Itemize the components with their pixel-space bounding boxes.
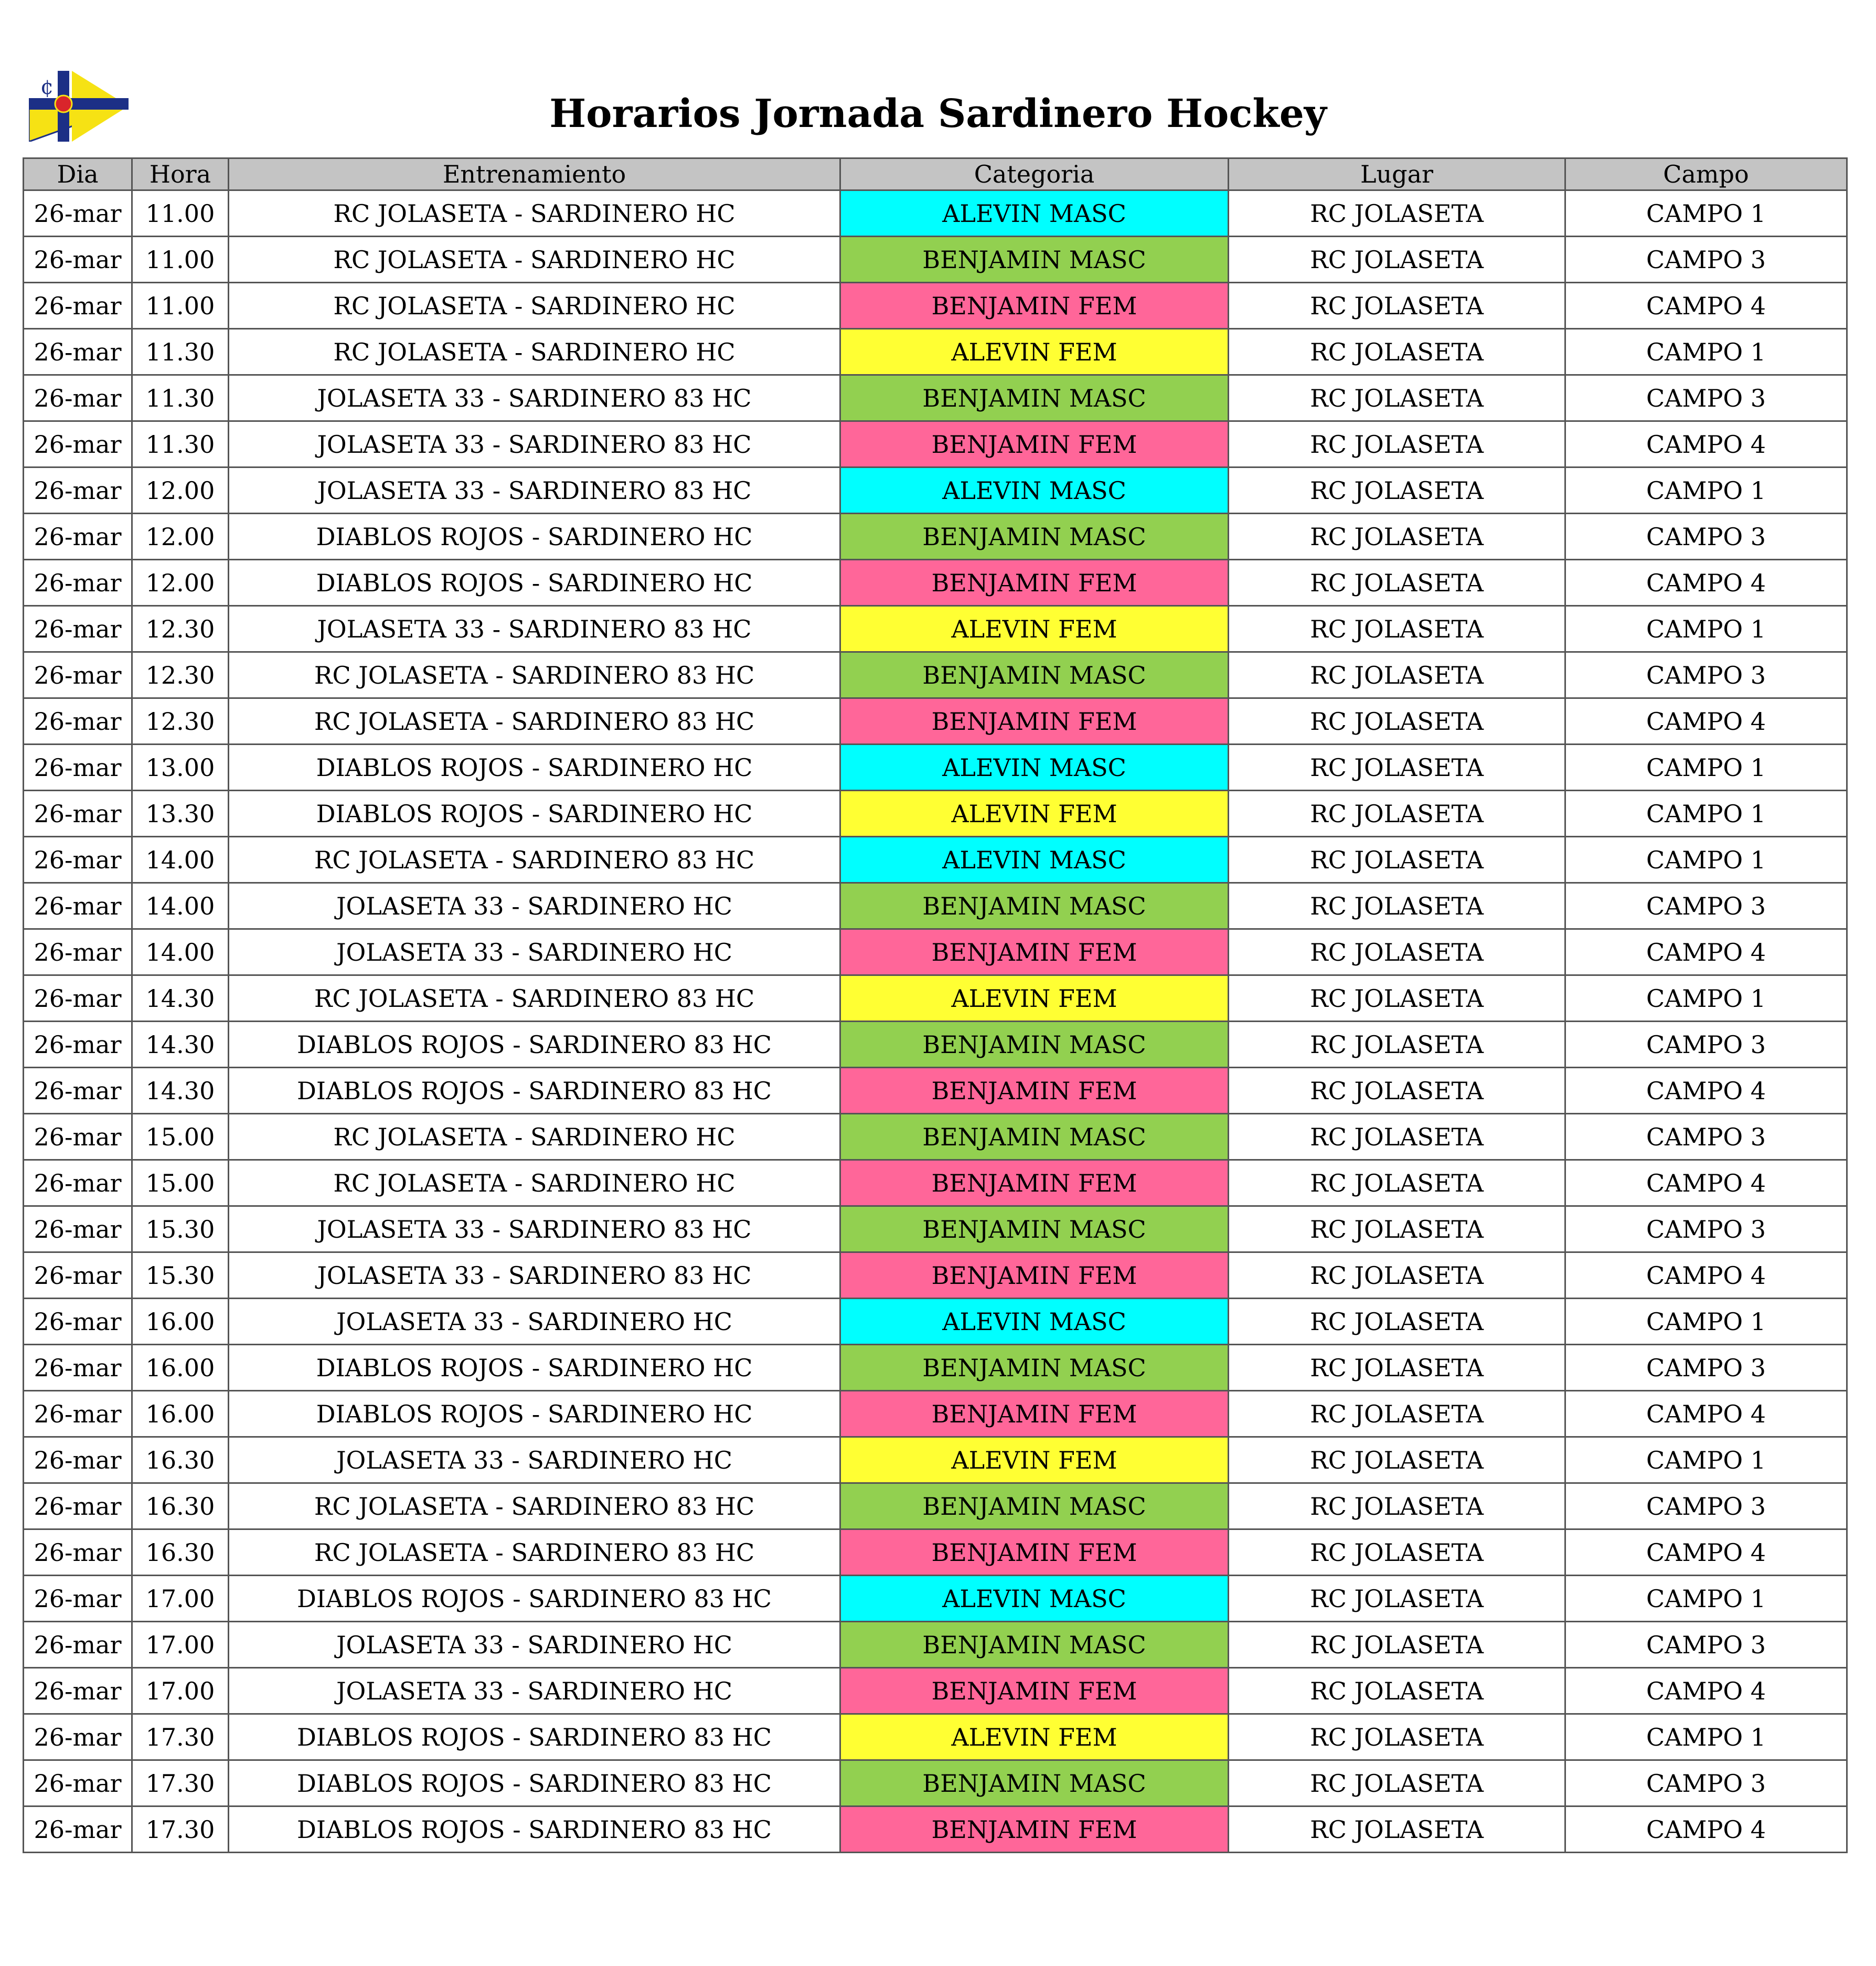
table-row <box>24 1345 1847 1391</box>
cell-campo: CAMPO 4 <box>1565 1391 1847 1437</box>
table-row <box>24 1668 1847 1714</box>
table-row <box>24 1760 1847 1806</box>
cell-hora: 16.00 <box>132 1345 229 1391</box>
cell-campo: CAMPO 4 <box>1565 1068 1847 1114</box>
cell-entrenamiento: RC JOLASETA - SARDINERO HC <box>229 1160 840 1206</box>
cell-hora: 15.30 <box>132 1206 229 1252</box>
cell-campo: CAMPO 1 <box>1565 1299 1847 1345</box>
table-row <box>24 1806 1847 1853</box>
header-campo: Campo <box>1565 158 1847 190</box>
cell-dia: 26-mar <box>24 1806 132 1853</box>
schedule-body <box>24 190 1847 1853</box>
cell-categoria: BENJAMIN FEM <box>840 1068 1229 1114</box>
cell-categoria: BENJAMIN MASC <box>840 1206 1229 1252</box>
cell-entrenamiento: JOLASETA 33 - SARDINERO HC <box>229 1622 840 1668</box>
cell-entrenamiento: DIABLOS ROJOS - SARDINERO HC <box>229 1391 840 1437</box>
cell-hora: 16.30 <box>132 1529 229 1576</box>
table-row <box>24 1160 1847 1206</box>
cell-categoria: BENJAMIN MASC <box>840 514 1229 560</box>
cell-lugar: RC JOLASETA <box>1229 283 1565 329</box>
cell-campo: CAMPO 3 <box>1565 514 1847 560</box>
cell-dia: 26-mar <box>24 190 132 237</box>
cell-campo: CAMPO 4 <box>1565 1252 1847 1299</box>
cell-campo: CAMPO 4 <box>1565 283 1847 329</box>
cell-lugar: RC JOLASETA <box>1229 1114 1565 1160</box>
schedule-table <box>23 157 1848 1853</box>
cell-categoria: BENJAMIN FEM <box>840 1252 1229 1299</box>
cell-categoria: BENJAMIN MASC <box>840 375 1229 421</box>
cell-entrenamiento: DIABLOS ROJOS - SARDINERO 83 HC <box>229 1068 840 1114</box>
cell-lugar: RC JOLASETA <box>1229 606 1565 652</box>
cell-lugar: RC JOLASETA <box>1229 1252 1565 1299</box>
cell-lugar: RC JOLASETA <box>1229 883 1565 929</box>
cell-lugar: RC JOLASETA <box>1229 1483 1565 1529</box>
cell-categoria: BENJAMIN FEM <box>840 698 1229 745</box>
cell-lugar: RC JOLASETA <box>1229 1437 1565 1483</box>
cell-dia: 26-mar <box>24 883 132 929</box>
cell-categoria: BENJAMIN FEM <box>840 929 1229 975</box>
cell-categoria: BENJAMIN MASC <box>840 1622 1229 1668</box>
cell-hora: 12.30 <box>132 606 229 652</box>
cell-lugar: RC JOLASETA <box>1229 1345 1565 1391</box>
cell-categoria: BENJAMIN FEM <box>840 1160 1229 1206</box>
cell-dia: 26-mar <box>24 1206 132 1252</box>
cell-categoria: BENJAMIN FEM <box>840 1668 1229 1714</box>
cell-hora: 12.00 <box>132 560 229 606</box>
header-hora: Hora <box>132 158 229 190</box>
cell-campo: CAMPO 3 <box>1565 1022 1847 1068</box>
cell-hora: 15.00 <box>132 1160 229 1206</box>
cell-dia: 26-mar <box>24 1391 132 1437</box>
cell-dia: 26-mar <box>24 1114 132 1160</box>
cell-campo: CAMPO 1 <box>1565 791 1847 837</box>
cell-lugar: RC JOLASETA <box>1229 745 1565 791</box>
cell-categoria: BENJAMIN FEM <box>840 560 1229 606</box>
cell-dia: 26-mar <box>24 929 132 975</box>
cell-entrenamiento: DIABLOS ROJOS - SARDINERO HC <box>229 1345 840 1391</box>
cell-hora: 16.30 <box>132 1483 229 1529</box>
cell-categoria: ALEVIN FEM <box>840 1714 1229 1760</box>
cell-entrenamiento: DIABLOS ROJOS - SARDINERO HC <box>229 791 840 837</box>
table-row <box>24 467 1847 514</box>
table-row <box>24 606 1847 652</box>
cell-entrenamiento: JOLASETA 33 - SARDINERO 83 HC <box>229 1206 840 1252</box>
table-row <box>24 1483 1847 1529</box>
cell-lugar: RC JOLASETA <box>1229 1529 1565 1576</box>
cell-campo: CAMPO 4 <box>1565 1160 1847 1206</box>
cell-campo: CAMPO 3 <box>1565 237 1847 283</box>
cell-hora: 11.00 <box>132 237 229 283</box>
table-row <box>24 1391 1847 1437</box>
cell-hora: 16.30 <box>132 1437 229 1483</box>
cell-campo: CAMPO 3 <box>1565 1206 1847 1252</box>
cell-entrenamiento: RC JOLASETA - SARDINERO HC <box>229 237 840 283</box>
header-entrenamiento: Entrenamiento <box>229 158 840 190</box>
cell-hora: 11.00 <box>132 283 229 329</box>
cell-dia: 26-mar <box>24 560 132 606</box>
cell-hora: 14.30 <box>132 1068 229 1114</box>
cell-hora: 12.30 <box>132 698 229 745</box>
cell-dia: 26-mar <box>24 698 132 745</box>
cell-campo: CAMPO 1 <box>1565 329 1847 375</box>
table-row <box>24 652 1847 698</box>
cell-dia: 26-mar <box>24 1068 132 1114</box>
cell-dia: 26-mar <box>24 837 132 883</box>
cell-hora: 15.00 <box>132 1114 229 1160</box>
table-row <box>24 1529 1847 1576</box>
cell-categoria: ALEVIN FEM <box>840 1437 1229 1483</box>
cell-campo: CAMPO 4 <box>1565 1529 1847 1576</box>
cell-campo: CAMPO 3 <box>1565 1345 1847 1391</box>
cell-entrenamiento: JOLASETA 33 - SARDINERO HC <box>229 1437 840 1483</box>
cell-dia: 26-mar <box>24 375 132 421</box>
cell-categoria: BENJAMIN FEM <box>840 1806 1229 1853</box>
cell-entrenamiento: RC JOLASETA - SARDINERO 83 HC <box>229 652 840 698</box>
header-categoria: Categoria <box>840 158 1229 190</box>
cell-campo: CAMPO 1 <box>1565 606 1847 652</box>
cell-hora: 14.00 <box>132 883 229 929</box>
cell-entrenamiento: RC JOLASETA - SARDINERO 83 HC <box>229 698 840 745</box>
cell-dia: 26-mar <box>24 1299 132 1345</box>
table-row <box>24 1714 1847 1760</box>
page-title: Horarios Jornada Sardinero Hockey <box>549 91 1327 136</box>
table-row <box>24 883 1847 929</box>
cell-campo: CAMPO 1 <box>1565 975 1847 1022</box>
cell-dia: 26-mar <box>24 1760 132 1806</box>
cell-lugar: RC JOLASETA <box>1229 1206 1565 1252</box>
cell-campo: CAMPO 3 <box>1565 1483 1847 1529</box>
cell-dia: 26-mar <box>24 237 132 283</box>
cell-categoria: BENJAMIN FEM <box>840 1529 1229 1576</box>
table-row <box>24 1206 1847 1252</box>
cell-entrenamiento: JOLASETA 33 - SARDINERO HC <box>229 929 840 975</box>
cell-lugar: RC JOLASETA <box>1229 421 1565 467</box>
cell-hora: 17.30 <box>132 1806 229 1853</box>
cell-campo: CAMPO 3 <box>1565 1622 1847 1668</box>
cell-lugar: RC JOLASETA <box>1229 1068 1565 1114</box>
cell-lugar: RC JOLASETA <box>1229 514 1565 560</box>
cell-categoria: BENJAMIN MASC <box>840 1114 1229 1160</box>
cell-categoria: ALEVIN FEM <box>840 606 1229 652</box>
cell-entrenamiento: DIABLOS ROJOS - SARDINERO 83 HC <box>229 1760 840 1806</box>
cell-lugar: RC JOLASETA <box>1229 837 1565 883</box>
table-row <box>24 1576 1847 1622</box>
cell-hora: 12.00 <box>132 514 229 560</box>
cell-entrenamiento: JOLASETA 33 - SARDINERO 83 HC <box>229 421 840 467</box>
cell-campo: CAMPO 1 <box>1565 190 1847 237</box>
cell-lugar: RC JOLASETA <box>1229 329 1565 375</box>
table-row <box>24 283 1847 329</box>
cell-hora: 17.00 <box>132 1622 229 1668</box>
cell-categoria: BENJAMIN MASC <box>840 1345 1229 1391</box>
cell-hora: 11.30 <box>132 375 229 421</box>
cell-categoria: BENJAMIN MASC <box>840 237 1229 283</box>
cell-dia: 26-mar <box>24 421 132 467</box>
table-row <box>24 329 1847 375</box>
cell-categoria: BENJAMIN MASC <box>840 1760 1229 1806</box>
cell-lugar: RC JOLASETA <box>1229 1576 1565 1622</box>
cell-hora: 17.30 <box>132 1760 229 1806</box>
table-row <box>24 837 1847 883</box>
cell-entrenamiento: RC JOLASETA - SARDINERO 83 HC <box>229 975 840 1022</box>
cell-dia: 26-mar <box>24 1529 132 1576</box>
cell-entrenamiento: JOLASETA 33 - SARDINERO 83 HC <box>229 606 840 652</box>
cell-categoria: ALEVIN MASC <box>840 190 1229 237</box>
cell-categoria: ALEVIN FEM <box>840 975 1229 1022</box>
cell-hora: 17.00 <box>132 1668 229 1714</box>
cell-dia: 26-mar <box>24 1252 132 1299</box>
cell-lugar: RC JOLASETA <box>1229 1714 1565 1760</box>
cell-campo: CAMPO 3 <box>1565 1114 1847 1160</box>
cell-lugar: RC JOLASETA <box>1229 1299 1565 1345</box>
cell-entrenamiento: DIABLOS ROJOS - SARDINERO 83 HC <box>229 1806 840 1853</box>
table-row <box>24 929 1847 975</box>
cell-hora: 14.30 <box>132 975 229 1022</box>
cell-entrenamiento: DIABLOS ROJOS - SARDINERO 83 HC <box>229 1576 840 1622</box>
cell-entrenamiento: DIABLOS ROJOS - SARDINERO 83 HC <box>229 1022 840 1068</box>
cell-dia: 26-mar <box>24 1437 132 1483</box>
header-dia: Dia <box>24 158 132 190</box>
cell-campo: CAMPO 3 <box>1565 1760 1847 1806</box>
cell-dia: 26-mar <box>24 652 132 698</box>
cell-dia: 26-mar <box>24 1576 132 1622</box>
cell-dia: 26-mar <box>24 1622 132 1668</box>
table-row <box>24 975 1847 1022</box>
table-row <box>24 237 1847 283</box>
cell-categoria: BENJAMIN MASC <box>840 1022 1229 1068</box>
cell-hora: 17.30 <box>132 1714 229 1760</box>
cell-hora: 11.30 <box>132 421 229 467</box>
cell-campo: CAMPO 4 <box>1565 698 1847 745</box>
cell-lugar: RC JOLASETA <box>1229 1160 1565 1206</box>
cell-entrenamiento: RC JOLASETA - SARDINERO 83 HC <box>229 1529 840 1576</box>
cell-dia: 26-mar <box>24 745 132 791</box>
cell-campo: CAMPO 1 <box>1565 1714 1847 1760</box>
table-row <box>24 698 1847 745</box>
cell-entrenamiento: RC JOLASETA - SARDINERO HC <box>229 190 840 237</box>
table-row <box>24 560 1847 606</box>
table-row <box>24 1068 1847 1114</box>
cell-campo: CAMPO 1 <box>1565 1576 1847 1622</box>
cell-dia: 26-mar <box>24 283 132 329</box>
table-row <box>24 1022 1847 1068</box>
cell-categoria: ALEVIN MASC <box>840 837 1229 883</box>
cell-campo: CAMPO 4 <box>1565 421 1847 467</box>
cell-categoria: ALEVIN MASC <box>840 745 1229 791</box>
svg-text:¢: ¢ <box>40 75 54 99</box>
cell-lugar: RC JOLASETA <box>1229 190 1565 237</box>
cell-entrenamiento: RC JOLASETA - SARDINERO 83 HC <box>229 837 840 883</box>
table-row <box>24 190 1847 237</box>
cell-entrenamiento: DIABLOS ROJOS - SARDINERO HC <box>229 514 840 560</box>
cell-lugar: RC JOLASETA <box>1229 1760 1565 1806</box>
cell-lugar: RC JOLASETA <box>1229 560 1565 606</box>
header-lugar: Lugar <box>1229 158 1565 190</box>
cell-hora: 16.00 <box>132 1299 229 1345</box>
cell-entrenamiento: JOLASETA 33 - SARDINERO 83 HC <box>229 467 840 514</box>
cell-lugar: RC JOLASETA <box>1229 698 1565 745</box>
cell-entrenamiento: JOLASETA 33 - SARDINERO 83 HC <box>229 1252 840 1299</box>
table-row <box>24 1252 1847 1299</box>
cell-lugar: RC JOLASETA <box>1229 467 1565 514</box>
cell-entrenamiento: DIABLOS ROJOS - SARDINERO HC <box>229 560 840 606</box>
cell-dia: 26-mar <box>24 1022 132 1068</box>
cell-campo: CAMPO 3 <box>1565 652 1847 698</box>
table-row <box>24 514 1847 560</box>
cell-lugar: RC JOLASETA <box>1229 375 1565 421</box>
cell-categoria: ALEVIN MASC <box>840 1576 1229 1622</box>
cell-dia: 26-mar <box>24 514 132 560</box>
cell-lugar: RC JOLASETA <box>1229 1806 1565 1853</box>
cell-categoria: ALEVIN MASC <box>840 467 1229 514</box>
cell-entrenamiento: JOLASETA 33 - SARDINERO HC <box>229 1299 840 1345</box>
cell-hora: 12.00 <box>132 467 229 514</box>
cell-lugar: RC JOLASETA <box>1229 1022 1565 1068</box>
cell-campo: CAMPO 3 <box>1565 883 1847 929</box>
cell-dia: 26-mar <box>24 606 132 652</box>
cell-lugar: RC JOLASETA <box>1229 652 1565 698</box>
cell-dia: 26-mar <box>24 467 132 514</box>
cell-entrenamiento: JOLASETA 33 - SARDINERO 83 HC <box>229 375 840 421</box>
cell-dia: 26-mar <box>24 1483 132 1529</box>
cell-hora: 13.00 <box>132 745 229 791</box>
cell-categoria: BENJAMIN FEM <box>840 421 1229 467</box>
cell-campo: CAMPO 4 <box>1565 929 1847 975</box>
cell-dia: 26-mar <box>24 1668 132 1714</box>
table-row <box>24 1622 1847 1668</box>
header-row <box>24 158 1847 190</box>
cell-dia: 26-mar <box>24 1160 132 1206</box>
cell-hora: 16.00 <box>132 1391 229 1437</box>
cell-categoria: ALEVIN FEM <box>840 329 1229 375</box>
cell-categoria: BENJAMIN MASC <box>840 883 1229 929</box>
cell-lugar: RC JOLASETA <box>1229 975 1565 1022</box>
cell-campo: CAMPO 4 <box>1565 560 1847 606</box>
cell-categoria: BENJAMIN MASC <box>840 652 1229 698</box>
cell-hora: 15.30 <box>132 1252 229 1299</box>
cell-lugar: RC JOLASETA <box>1229 237 1565 283</box>
cell-categoria: BENJAMIN FEM <box>840 283 1229 329</box>
cell-campo: CAMPO 4 <box>1565 1806 1847 1853</box>
cell-hora: 17.00 <box>132 1576 229 1622</box>
cell-categoria: BENJAMIN FEM <box>840 1391 1229 1437</box>
cell-dia: 26-mar <box>24 791 132 837</box>
cell-dia: 26-mar <box>24 329 132 375</box>
cell-entrenamiento: RC JOLASETA - SARDINERO 83 HC <box>229 1483 840 1529</box>
cell-campo: CAMPO 1 <box>1565 837 1847 883</box>
cell-hora: 14.00 <box>132 929 229 975</box>
cell-categoria: BENJAMIN MASC <box>840 1483 1229 1529</box>
cell-hora: 11.00 <box>132 190 229 237</box>
cell-entrenamiento: JOLASETA 33 - SARDINERO HC <box>229 1668 840 1714</box>
cell-hora: 14.00 <box>132 837 229 883</box>
cell-lugar: RC JOLASETA <box>1229 791 1565 837</box>
cell-campo: CAMPO 1 <box>1565 467 1847 514</box>
cell-campo: CAMPO 1 <box>1565 1437 1847 1483</box>
cell-entrenamiento: DIABLOS ROJOS - SARDINERO 83 HC <box>229 1714 840 1760</box>
cell-hora: 14.30 <box>132 1022 229 1068</box>
cell-entrenamiento: JOLASETA 33 - SARDINERO HC <box>229 883 840 929</box>
cell-dia: 26-mar <box>24 1714 132 1760</box>
table-row <box>24 1437 1847 1483</box>
table-row <box>24 745 1847 791</box>
cell-hora: 12.30 <box>132 652 229 698</box>
cell-entrenamiento: DIABLOS ROJOS - SARDINERO HC <box>229 745 840 791</box>
cell-categoria: ALEVIN FEM <box>840 791 1229 837</box>
cell-lugar: RC JOLASETA <box>1229 929 1565 975</box>
cell-lugar: RC JOLASETA <box>1229 1622 1565 1668</box>
cell-dia: 26-mar <box>24 1345 132 1391</box>
cell-campo: CAMPO 3 <box>1565 375 1847 421</box>
cell-lugar: RC JOLASETA <box>1229 1391 1565 1437</box>
cell-entrenamiento: RC JOLASETA - SARDINERO HC <box>229 283 840 329</box>
cell-categoria: ALEVIN MASC <box>840 1299 1229 1345</box>
cell-entrenamiento: RC JOLASETA - SARDINERO HC <box>229 1114 840 1160</box>
table-row <box>24 1114 1847 1160</box>
cell-hora: 11.30 <box>132 329 229 375</box>
table-row <box>24 791 1847 837</box>
table-row <box>24 421 1847 467</box>
table-row <box>24 375 1847 421</box>
cell-hora: 13.30 <box>132 791 229 837</box>
cell-campo: CAMPO 4 <box>1565 1668 1847 1714</box>
cell-campo: CAMPO 1 <box>1565 745 1847 791</box>
cell-entrenamiento: RC JOLASETA - SARDINERO HC <box>229 329 840 375</box>
cell-lugar: RC JOLASETA <box>1229 1668 1565 1714</box>
cell-dia: 26-mar <box>24 975 132 1022</box>
table-row <box>24 1299 1847 1345</box>
